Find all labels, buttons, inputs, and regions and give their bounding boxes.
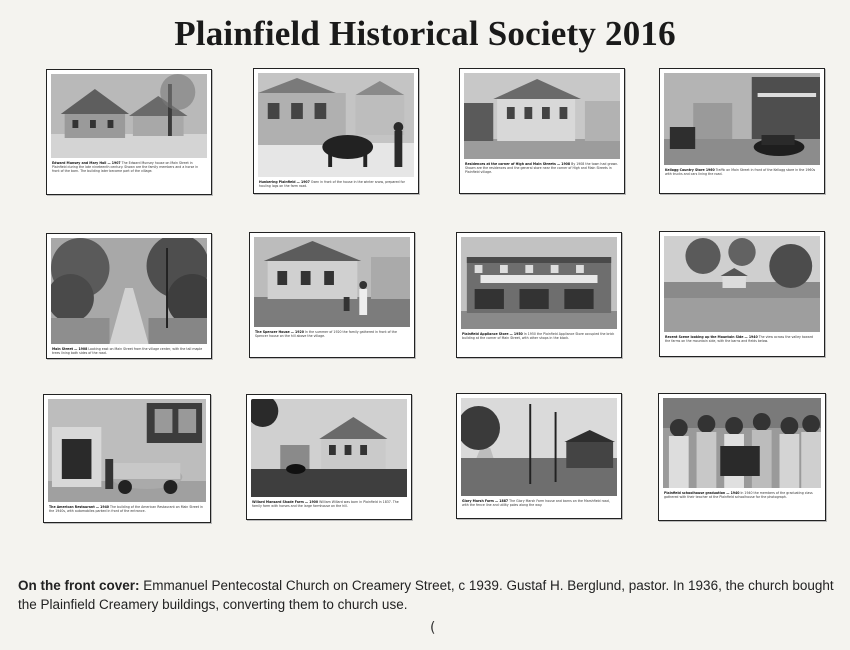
caption-text: By 1908 the town had grown. Shown are the residences and the general store near the corner of High and Main Streets in Plainfield village.	[465, 162, 619, 175]
photo-1	[51, 74, 207, 158]
caption-title: Residences at the corner of High and Main Streets — 1908	[465, 162, 571, 166]
caption-text: The building of the American Restaurant on Main Street in the 1940s, with automobiles parked in front of the entrance.	[49, 505, 203, 514]
front-cover-text: Emmanuel Pentecostal Church on Creamery Street, c 1939. Gustaf H. Berglund, pastor. In 1936, the church bought the Plainfield Creamery buildings, converting them to church use.	[18, 578, 834, 612]
photo-card-11	[456, 393, 622, 519]
caption-text: The Glory Marsh Farm house and barns on the Marshfield road, with the fence line and utility poles along the way.	[462, 499, 610, 508]
caption-text: The Edward Munsey house on Main Street in Plainfield during the late nineteenth century. Shown are the family members and a horse in front of the barn. The building later became part of the village.	[52, 161, 199, 174]
photo-12	[663, 398, 821, 488]
caption-title: Plainfield Appliance Store — 1950	[462, 332, 523, 336]
caption-text: Traffic on Main Street in front of the Kellogg store in the 1960s with trucks and cars lining the road.	[665, 168, 816, 177]
caption-title: Plainfield schoolhouse graduation — 1940	[664, 491, 740, 495]
photo-card-9	[43, 394, 211, 523]
caption-title: Edward Munsey and Mary Hall — 1907	[52, 161, 121, 165]
photo-card-4	[659, 68, 825, 194]
photo-card-8	[659, 231, 825, 357]
photo-card-12	[658, 393, 826, 521]
photo-9	[48, 399, 206, 502]
photo-3	[464, 73, 620, 159]
photo-card-3	[459, 68, 625, 194]
caption-text: In 1940 the members of the graduating class gathered with their teacher at the Plainfield schoolhouse for the photograph.	[664, 491, 813, 500]
caption-text: Oxen in front of the house in the winter snow, prepared for hauling logs on the farm road.	[259, 180, 405, 189]
front-cover-note	[18, 576, 838, 614]
caption-title: Hunkering Plainfield — 1907	[259, 180, 310, 184]
photo-6	[254, 237, 410, 327]
photo-card-6	[249, 232, 415, 358]
photo-10	[251, 399, 407, 497]
photo-card-1	[46, 69, 212, 195]
caption-text: In the summer of 1920 the family gathered in front of the Spencer house on the hill above the village.	[255, 330, 397, 339]
photo-11	[461, 398, 617, 496]
caption-title: Kellogg Country Store 1960	[665, 168, 715, 172]
photo-card-7	[456, 232, 622, 358]
caption-title: Willard Mansard Shade Farm — 1900	[252, 500, 319, 504]
photo-2	[258, 73, 414, 177]
photo-card-5	[46, 233, 212, 359]
caption-title: The Spencer House — 1920	[255, 330, 304, 334]
caption-title: Recent Scene looking up the Mountain Side — 1940	[665, 335, 758, 339]
photo-7	[461, 237, 617, 329]
photo-5	[51, 238, 207, 344]
photo-card-2	[253, 68, 419, 194]
caption-title: Glory Marsh Farm — 1887	[462, 499, 509, 503]
caption-text: In 1950 the Plainfield Appliance Store occupied the brick building at the corner of Main Street, with other shops in the block.	[462, 332, 615, 341]
caption-text: The view across the valley toward the farms on the mountain side, with the barns and fields below.	[665, 335, 813, 344]
page-title: Plainfield Historical Society 2016	[174, 14, 676, 53]
front-cover-lead: On the front cover:	[18, 578, 140, 593]
caption-title: Main Street — 1908	[52, 347, 88, 351]
photo-4	[664, 73, 820, 165]
photo-card-10	[246, 394, 412, 520]
caption-text: Looking east on Main Street from the village center, with the tall maple trees lining both sides of the road.	[52, 347, 203, 356]
caption-title: The American Restaurant — 1940	[49, 505, 110, 509]
photo-8	[664, 236, 820, 332]
caption-text: William Willard was born in Plainfield in 1837. The family farm with horses and the large farmhouse on the hill.	[252, 500, 399, 509]
page-mark: (	[430, 620, 436, 636]
